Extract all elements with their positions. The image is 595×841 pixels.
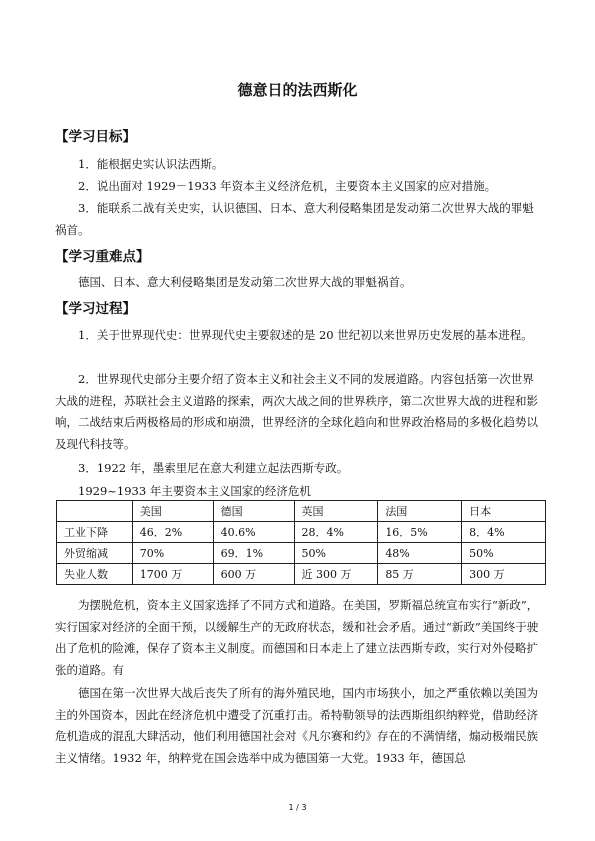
- table-cell: 1700 万: [132, 564, 213, 585]
- table-header-cell: 日本: [462, 501, 546, 522]
- table-cell: 工业下降: [57, 522, 133, 543]
- table-cell: 16．5%: [378, 522, 462, 543]
- table-row: [57, 564, 546, 585]
- table-header-cell: 英国: [294, 501, 378, 522]
- table-cell: 48%: [378, 543, 462, 564]
- table-row: [57, 543, 546, 564]
- key-points-text: 德国、日本、意大利侵略集团是发动第二次世界大战的罪魁祸首。: [78, 275, 412, 289]
- table-cell: 8．4%: [462, 522, 546, 543]
- table-cell: 69．1%: [213, 543, 294, 564]
- paragraph-new-deal: 为摆脱危机，资本主义国家选择了不同方式和道路。在美国，罗斯福总统宣布实行“新政”，实行国家对经济的全面干预，以缓解生产的无政府状态，缓和社会矛盾。通过“新政”美国终于驶出了危机的险滩，保存了资本主义制度。而德国和日本走上了建立法西斯专政，实行对外侵略扩张的道路。有: [55, 598, 539, 677]
- section-heading-process: 【学习过程】: [55, 301, 136, 317]
- page-title: 德意日的法西斯化: [237, 81, 358, 99]
- table-header-row: [57, 501, 546, 522]
- table-header-cell: 美国: [132, 501, 213, 522]
- table-cell: 28．4%: [294, 522, 378, 543]
- section-heading-goals: 【学习目标】: [55, 129, 136, 145]
- table-cell: 50%: [462, 543, 546, 564]
- table-cell: 300 万: [462, 564, 546, 585]
- table-row: [57, 522, 546, 543]
- paragraph-germany: 德国在第一次世界大战后丧失了所有的海外殖民地，国内市场狭小，加之严重依赖以美国为主的外国资本，因此在经济危机中遭受了沉重打击。希特勒领导的法西斯组织纳粹党，借助经济危机造成的混乱大肆活动，他们利用德国社会对《凡尔赛和约》存在的不满情绪，煽动极端民族主义情绪。1932 年，纳粹党在国会选举中成为德国第一大党。1933 年，德国总: [55, 686, 538, 765]
- table-cell: 600 万: [213, 564, 294, 585]
- table-cell: 50%: [294, 543, 378, 564]
- goal-item-3: 3．能联系二战有关史实，认识德国、日本、意大利侵略集团是发动第二次世界大战的罪魁祸首。: [55, 201, 534, 237]
- process-item-3: 3．1922 年，墨索里尼在意大利建立起法西斯专政。: [78, 461, 349, 475]
- economic-crisis-table: [56, 500, 546, 585]
- table-cell: 70%: [132, 543, 213, 564]
- table-cell: 外贸缩减: [57, 543, 133, 564]
- table-cell: 失业人数: [57, 564, 133, 585]
- section-heading-key-points: 【学习重难点】: [55, 249, 150, 265]
- table-cell: 85 万: [378, 564, 462, 585]
- process-item-2: 2．世界现代史部分主要介绍了资本主义和社会主义不同的发展道路。内容包括第一次世界大战的进程，苏联社会主义道路的探索，两次大战之间的世界秩序，第二次世界大战的进程和影响，二战结束后两极格局的形成和崩溃，世界经济的全球化趋向和世界政治格局的多极化趋势以及现代科技等。: [55, 372, 538, 451]
- goal-item-1: 1．能根据史实认识法西斯。: [78, 157, 224, 171]
- table-header-cell: 德国: [213, 501, 294, 522]
- table-caption: 1929~1933 年主要资本主义国家的经济危机: [78, 484, 311, 498]
- table-header-cell: 法国: [378, 501, 462, 522]
- page-number: 1 / 3: [288, 803, 307, 812]
- table-cell: 近 300 万: [294, 564, 378, 585]
- process-item-1: 1．关于世界现代史：世界现代史主要叙述的是 20 世纪初以来世界历史发展的基本进程。: [78, 328, 533, 342]
- table-header-cell: [57, 501, 133, 522]
- table-cell: 46．2%: [132, 522, 213, 543]
- goal-item-2: 2．说出面对 1929－1933 年资本主义经济危机，主要资本主义国家的应对措施。: [78, 179, 497, 193]
- table-cell: 40.6%: [213, 522, 294, 543]
